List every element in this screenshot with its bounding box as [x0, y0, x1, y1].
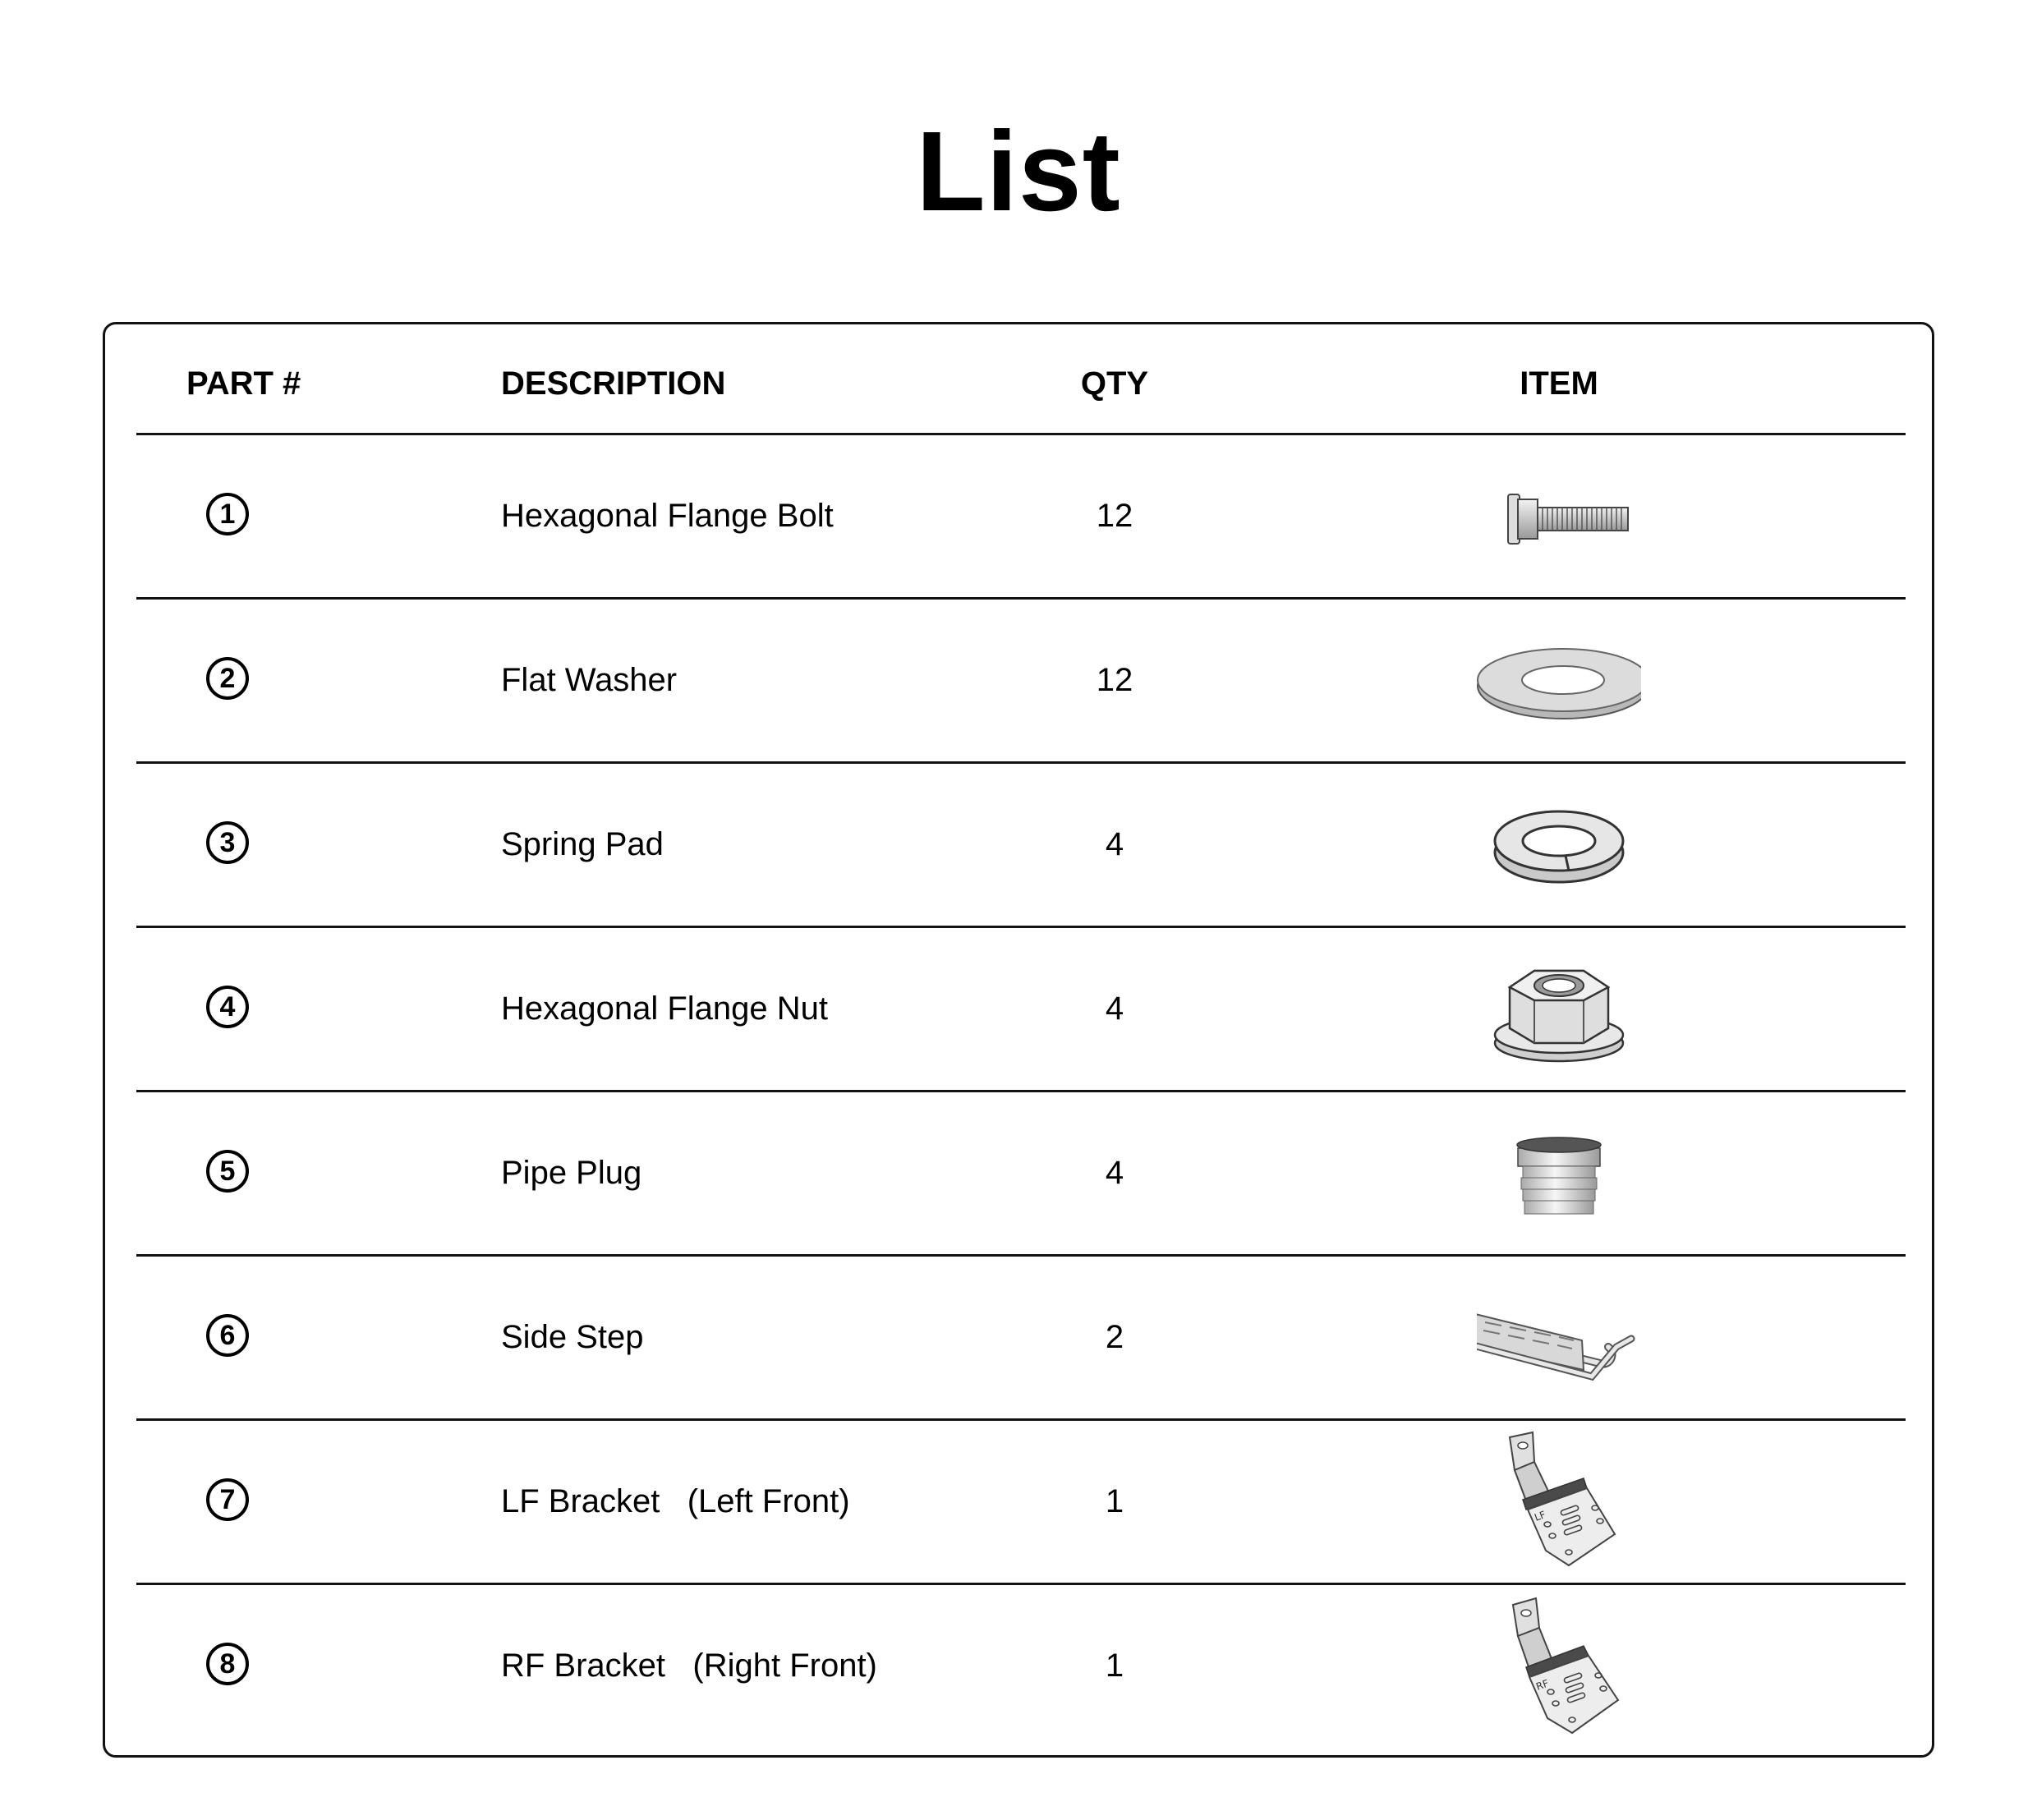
part-qty: 1	[1105, 1648, 1124, 1684]
part-qty: 12	[1096, 498, 1133, 534]
part-qty: 4	[1105, 990, 1124, 1027]
header-description: DESCRIPTION	[501, 365, 726, 402]
header-part: PART #	[186, 365, 301, 402]
lf-bracket-icon	[1477, 1429, 1641, 1577]
part-qty: 4	[1105, 1155, 1124, 1191]
table-row	[136, 764, 1906, 928]
table-row	[136, 435, 1906, 600]
part-description: Side Step	[501, 1319, 644, 1355]
part-description: Hexagonal Flange Bolt	[501, 498, 834, 534]
part-number: 8	[206, 1643, 249, 1685]
part-description: RF Bracket (Right Front)	[501, 1648, 877, 1684]
flat-washer-icon	[1477, 608, 1641, 756]
parts-table	[103, 322, 1934, 1758]
part-description: Pipe Plug	[501, 1155, 642, 1191]
table-header	[136, 324, 1906, 435]
svg-text:LF: LF	[1533, 1509, 1547, 1524]
table-body	[136, 435, 1906, 1749]
pipe-plug-icon	[1477, 1101, 1641, 1248]
part-qty: 2	[1105, 1319, 1124, 1355]
part-description: LF Bracket (Left Front)	[501, 1483, 850, 1519]
part-qty: 12	[1096, 662, 1133, 698]
part-description: Flat Washer	[501, 662, 678, 698]
hex-flange-bolt-icon	[1477, 444, 1641, 591]
spring-washer-icon	[1477, 772, 1641, 920]
part-number: 3	[206, 821, 249, 864]
side-step-icon	[1477, 1265, 1641, 1413]
table-row	[136, 600, 1906, 764]
table-row	[136, 1585, 1906, 1749]
table-row	[136, 1092, 1906, 1257]
header-qty: QTY	[1080, 365, 1149, 402]
part-number: 1	[206, 493, 249, 535]
part-number: 7	[206, 1478, 249, 1521]
part-description: Spring Pad	[501, 826, 664, 862]
part-description: Hexagonal Flange Nut	[501, 990, 829, 1027]
rf-bracket-icon	[1477, 1593, 1641, 1741]
table-row	[136, 1421, 1906, 1585]
part-number: 4	[206, 986, 249, 1028]
hex-flange-nut-icon	[1477, 936, 1641, 1084]
svg-text:RF: RF	[1534, 1677, 1551, 1693]
header-item: ITEM	[1520, 365, 1598, 402]
table-row	[136, 1257, 1906, 1421]
part-qty: 4	[1105, 826, 1124, 862]
part-qty: 1	[1105, 1483, 1124, 1519]
table-row	[136, 928, 1906, 1092]
part-number: 2	[206, 657, 249, 700]
page-title: List	[916, 108, 1121, 235]
part-number: 5	[206, 1150, 249, 1193]
part-number: 6	[206, 1314, 249, 1357]
